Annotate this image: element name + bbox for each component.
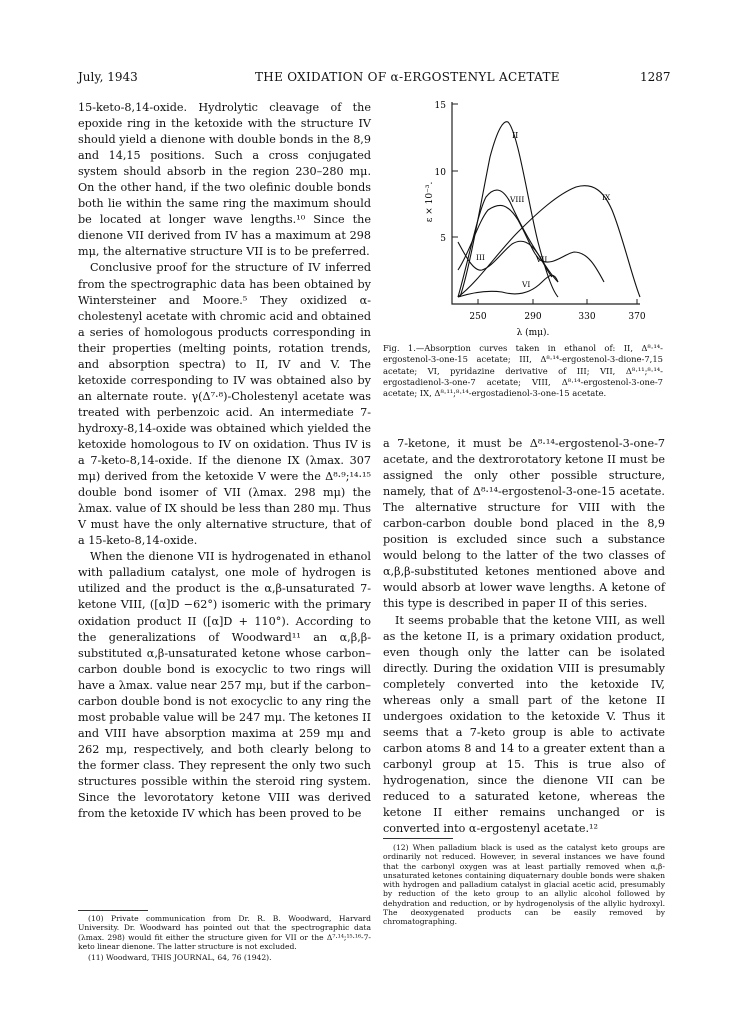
footnote-11: (11) Woodward, THIS JOURNAL, 64, 76 (1942). <box>88 953 272 963</box>
header-title: THE OXIDATION OF α-ERGOSTENYL ACETATE <box>255 70 560 84</box>
footnote-12: (12) When palladium black is used as the catalyst keto groups are ordinarily not reduced. However, in several instances we have found that the carbonyl oxygen was at least partially removed when α,β-unsaturated ketones containing diquaternary double bonds were shaken with hydrogen and palladium catalyst in glacial acetic acid, presumably by reduction of the keto group to an allylic alcohol followed by dehydration and reduction, or by hydrogenolysis of the allylic hydroxyl. The deoxygenated products can be easily removed by chromatographing. <box>383 843 665 927</box>
x-tick-label-370: 370 <box>628 312 646 322</box>
x-tick-label-330: 330 <box>578 312 596 322</box>
curve-label-II: II <box>512 131 519 140</box>
curve-label-IX: IX <box>602 193 611 202</box>
x-tick-label-250: 250 <box>469 312 487 322</box>
absorption-chart <box>418 92 663 342</box>
header-date: July, 1943 <box>78 70 138 84</box>
footnote-10: (10) Private communication from Dr. R. B. Woodward, Harvard University. Dr. Woodward has pointed out that the spectrographic data (λmax. 298) would fit either the structure given for VII or the Δ⁷·¹⁴;¹⁵·¹⁶-7-keto linear dienone. The latter structure is not excluded. <box>78 914 371 951</box>
right-column <box>383 436 665 837</box>
y-axis-label: ε × 10⁻³. <box>425 181 435 223</box>
right-paragraph-1: a 7-ketone, it must be Δ⁸·¹⁴-ergostenol-3-one-7 acetate, and the dextrorotatory ketone II must be assigned the only other possible structure, namely, that of Δ⁸·¹⁴-ergostenol-3-one-15 acetate. The alternative structure for VIII with the carbon-carbon double bond placed in the 8,9 position is excluded since such a substance would belong to the latter of the two classes of α,β,β-substituted ketones mentioned above and would absorb at lower wave lengths. A ketone of this type is described in paper II of this series. <box>383 437 665 611</box>
left-column <box>78 100 371 822</box>
x-axis-label: λ (mμ). <box>516 328 550 338</box>
x-tick-label-290: 290 <box>524 312 542 322</box>
left-footnotes <box>78 914 371 962</box>
curve-IX <box>458 186 640 297</box>
left-paragraph-2: Conclusive proof for the structure of IV inferred from the spectrographic data has been obtained by Wintersteiner and Moore.⁵ They oxidized α-cholestenyl acetate with chromic acid and obtained a series of homologous products corresponding in their properties (melting points, rotation trends, and absorption spectra) to II, IV and V. The ketoxide corresponding to IV was obtained also by an alternate route. γ(Δ⁷·⁸)-Cholestenyl acetate was treated with perbenzoic acid. An intermediate 7-hydroxy-8,14-oxide was obtained which yielded the ketoxide homologous to IV on oxidation. Thus IV is a 7-keto-8,14-oxide. If the dienone IX (λmax. 307 mμ) derived from the ketoxide V were the Δ⁸·⁹;¹⁴·¹⁵ double bond isomer of VII (λmax. 298 mμ) the λmax. value of IX should be less than 280 mμ. Thus V must have the only alternative structure, that of a 15-keto-8,14-oxide. <box>78 261 371 548</box>
y-tick-label-10: 10 <box>434 168 446 178</box>
footnote-rule-right <box>383 838 453 839</box>
footnote-rule-left <box>78 910 148 911</box>
curve-label-VI: VI <box>522 280 531 289</box>
left-paragraph-1: 15-keto-8,14-oxide. Hydrolytic cleavage of the epoxide ring in the ketoxide with the structure IV should yield a dienone with double bonds in the 8,9 and 14,15 positions. Such a cross conjugated system should absorb in the region 230–280 mμ. On the other hand, if the two olefinic double bonds both lie within the same ring the maximum should be located at longer wave lengths.¹⁰ Since the dienone VII derived from IV has a maximum at 298 mμ, the alternative structure VII is to be preferred. <box>78 101 371 259</box>
right-footnotes <box>383 843 665 927</box>
chart-axes <box>452 102 640 304</box>
y-tick-label-5: 5 <box>440 234 446 244</box>
header-page-number: 1287 <box>640 70 671 84</box>
left-paragraph-3: When the dienone VII is hydrogenated in ethanol with palladium catalyst, one mole of hydrogen is utilized and the product is the α,β-unsaturated 7-ketone VIII, ([α]D −62°) isomeric with the primary oxidation product II ([α]D + 110°). According to the generalizations of Woodward¹¹ an α,β,β-substituted α,β-unsaturated ketone whose carbon–carbon double bond is exocyclic to two rings will have a λmax. value near 257 mμ, but if the carbon–carbon double bond is not exocyclic to any ring the most probable value will be 247 mμ. The ketones II and VIII have absorption maxima at 259 mμ and 262 mμ, respectively, and both clearly belong to the former class. They represent the only two such structures possible within the steroid ring system. Since the levorotatory ketone VIII was derived from the ketoxide IV which has been proved to be <box>78 550 371 821</box>
right-paragraph-2: It seems probable that the ketone VIII, as well as the ketone II, is a primary oxidation product, even though only the latter can be isolated directly. During the oxidation VIII is presumably completely converted into the ketoxide IV, whereas only a small part of the ketone II undergoes oxidation to the ketoxide V. Thus it seems that a 7-keto group is able to activate carbon atoms 8 and 14 to a greater extent than a carbonyl group at 15. This is true also of hydrogenation, since the dienone VII can be reduced to a saturated ketone, whereas the ketone II either remains unchanged or is converted into α-ergostenyl acetate.¹² <box>383 613 665 836</box>
curve-label-VII: VII <box>536 255 548 264</box>
curve-label-III: III <box>476 253 485 262</box>
curve-label-VIII: VIII <box>510 195 525 204</box>
curve-VI <box>458 275 558 297</box>
y-tick-label-15: 15 <box>434 101 446 111</box>
figure-caption: Fig. 1.—Absorption curves taken in ethanol of: II, Δ⁸·¹⁴-ergostenol-3-one-15 acetate; III, Δ⁸·¹⁴-ergostenol-3-dione-7,15 acetate; VI, pyridazine derivative of III; VII, Δ⁸·¹¹;⁸·¹⁴-ergostadienol-3-one-7 acetate; VIII, Δ⁸·¹⁴-ergostenol-3-one-7 acetate; IX, Δ⁸·¹¹;⁸·¹⁴-ergostadienol-3-one-15 acetate. <box>383 343 663 399</box>
